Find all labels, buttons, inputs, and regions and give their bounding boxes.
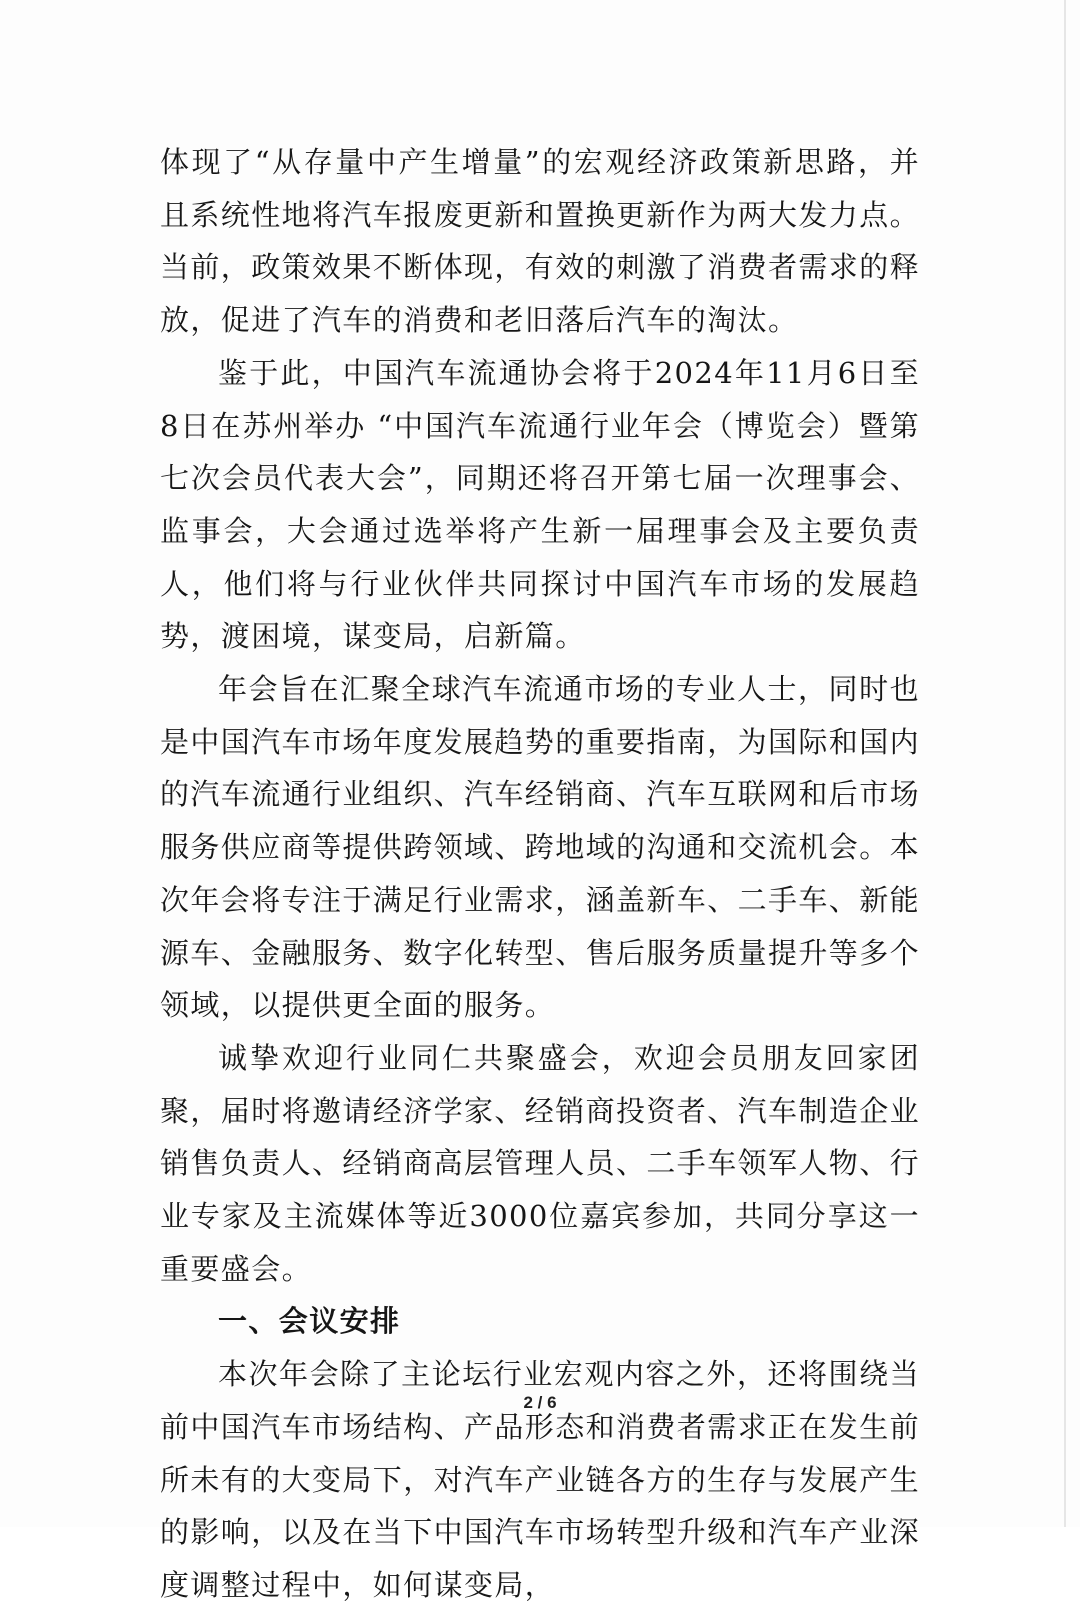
paragraph-meeting-arrangement: 本次年会除了主论坛行业宏观内容之外，还将围绕当前中国汽车市场结构、产品形态和消费者需求正在发生前所未有的大变局下，对汽车产业链各方的生存与发展产生的影响，以及在当下中国汽车市场转型升级和汽车产业深度调整过程中，如何谋变局，: [160, 1357, 921, 1602]
document-body: [160, 136, 920, 1612]
page-number: 2 / 6: [523, 1393, 557, 1412]
paragraph-policy-intro: 体现了“从存量中产生增量”的宏观经济政策新思路，并且系统性地将汽车报废更新和置换更新作为两大发力点。当前，政策效果不断体现，有效的刺激了消费者需求的释放，促进了汽车的消费和老旧落后汽车的淘汰。: [160, 145, 921, 338]
paragraph-conference-announcement: 鉴于此，中国汽车流通协会将于2024年11月6日至8日在苏州举办 “中国汽车流通行业年会（博览会）暨第七次会员代表大会”，同期还将召开第七届一次理事会、监事会，大会通过选举将产生新一届理事会及主要负责人，他们将与行业伙伴共同探讨中国汽车市场的发展趋势，渡困境，谋变局，启新篇。: [160, 355, 920, 654]
section-heading-meeting-arrangement: 一、会议安排: [218, 1304, 401, 1339]
paragraph-invitation: 诚挚欢迎行业同仁共聚盛会，欢迎会员朋友回家团聚，届时将邀请经济学家、经销商投资者、汽车制造企业销售负责人、经销商高层管理人员、二手车领军人物、行业专家及主流媒体等近3000位嘉宾参加，共同分享这一重要盛会。: [160, 1040, 921, 1286]
scan-edge-line: [1064, 0, 1066, 1527]
paragraph-conference-purpose: 年会旨在汇聚全球汽车流通市场的专业人士，同时也是中国汽车市场年度发展趋势的重要指南，为国际和国内的汽车流通行业组织、汽车经销商、汽车互联网和后市场服务供应商等提供跨领域、跨地域的沟通和交流机会。本次年会将专注于满足行业需求，涵盖新车、二手车、新能源车、金融服务、数字化转型、售后服务质量提升等多个领域，以提供更全面的服务。: [160, 672, 921, 1023]
